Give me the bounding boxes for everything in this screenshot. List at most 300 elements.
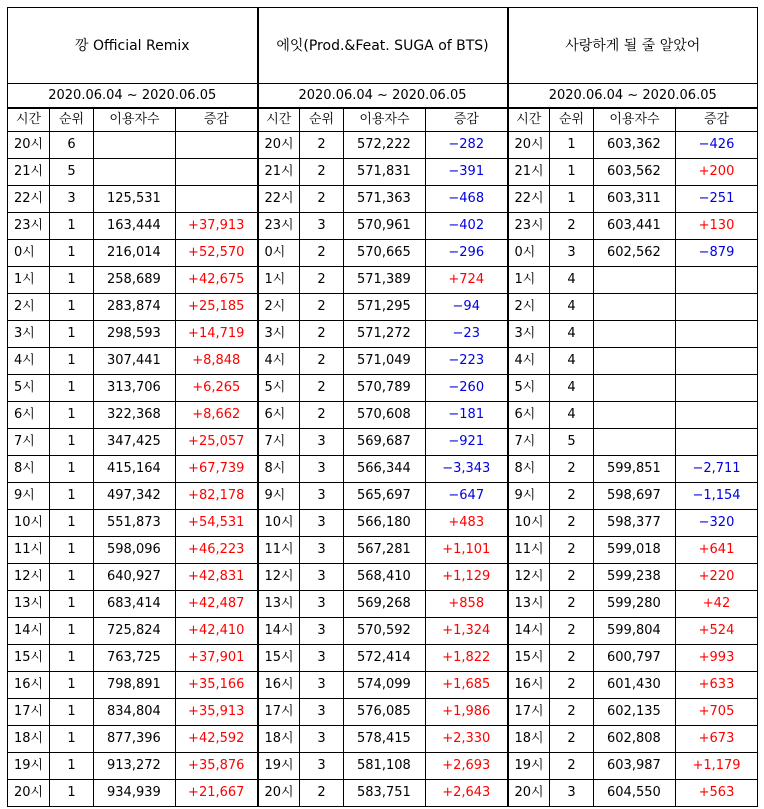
cell-users (594, 294, 676, 321)
cell-change: +37,901 (176, 645, 258, 672)
cell-rank: 2 (550, 483, 594, 510)
cell-users: 599,804 (594, 618, 676, 645)
cell-rank: 2 (550, 753, 594, 780)
header-change: 증감 (676, 108, 758, 132)
cell-change: +42,831 (176, 564, 258, 591)
cell-users (594, 348, 676, 375)
cell-change: +8,848 (176, 348, 258, 375)
cell-time: 20시 (508, 132, 550, 159)
cell-change: +130 (676, 213, 758, 240)
cell-users: 934,939 (94, 780, 176, 807)
cell-time: 4시 (508, 348, 550, 375)
cell-change: +35,876 (176, 753, 258, 780)
cell-time: 11시 (258, 537, 300, 564)
table-row (8, 429, 758, 456)
cell-rank: 3 (300, 726, 344, 753)
header-rank: 순위 (50, 108, 94, 132)
cell-users: 598,377 (594, 510, 676, 537)
cell-time: 9시 (8, 483, 50, 510)
cell-time: 20시 (8, 780, 50, 807)
cell-users: 574,099 (344, 672, 426, 699)
cell-users: 298,593 (94, 321, 176, 348)
cell-users (594, 402, 676, 429)
cell-rank: 2 (300, 159, 344, 186)
cell-change: +35,166 (176, 672, 258, 699)
cell-time: 6시 (258, 402, 300, 429)
cell-time: 2시 (8, 294, 50, 321)
cell-change: +2,643 (426, 780, 508, 807)
cell-change: +1,129 (426, 564, 508, 591)
cell-users: 877,396 (94, 726, 176, 753)
date-range-row (8, 84, 758, 109)
cell-change: +858 (426, 591, 508, 618)
column-header-row (8, 108, 758, 132)
cell-users: 602,808 (594, 726, 676, 753)
cell-users: 570,665 (344, 240, 426, 267)
cell-users (594, 321, 676, 348)
cell-time: 3시 (508, 321, 550, 348)
table-row (8, 267, 758, 294)
table-row (8, 132, 758, 159)
cell-change (676, 375, 758, 402)
cell-users: 603,441 (594, 213, 676, 240)
cell-rank: 3 (50, 186, 94, 213)
table-row (8, 564, 758, 591)
cell-time: 19시 (8, 753, 50, 780)
cell-users (94, 159, 176, 186)
cell-rank: 2 (300, 186, 344, 213)
cell-change: +200 (676, 159, 758, 186)
table-row (8, 753, 758, 780)
cell-change: +21,667 (176, 780, 258, 807)
cell-change: −223 (426, 348, 508, 375)
table-row (8, 294, 758, 321)
header-rank: 순위 (550, 108, 594, 132)
cell-users: 570,789 (344, 375, 426, 402)
cell-users: 581,108 (344, 753, 426, 780)
cell-users: 566,344 (344, 456, 426, 483)
cell-rank: 2 (300, 294, 344, 321)
cell-rank: 1 (550, 159, 594, 186)
cell-change (176, 132, 258, 159)
cell-rank: 3 (550, 240, 594, 267)
table-row (8, 159, 758, 186)
cell-change: +563 (676, 780, 758, 807)
cell-rank: 3 (300, 537, 344, 564)
cell-time: 7시 (258, 429, 300, 456)
cell-users: 565,697 (344, 483, 426, 510)
cell-rank: 4 (550, 375, 594, 402)
song-title: 사랑하게 될 줄 알았어 (508, 8, 758, 84)
cell-time: 21시 (258, 159, 300, 186)
cell-rank: 4 (550, 348, 594, 375)
cell-change: +25,057 (176, 429, 258, 456)
cell-rank: 1 (550, 132, 594, 159)
cell-change: +67,739 (176, 456, 258, 483)
cell-change: −426 (676, 132, 758, 159)
cell-change: +633 (676, 672, 758, 699)
cell-time: 5시 (8, 375, 50, 402)
cell-rank: 3 (300, 618, 344, 645)
header-time: 시간 (8, 108, 50, 132)
cell-users: 570,592 (344, 618, 426, 645)
cell-users: 576,085 (344, 699, 426, 726)
table-row (8, 591, 758, 618)
cell-change: −647 (426, 483, 508, 510)
cell-users: 313,706 (94, 375, 176, 402)
cell-time: 4시 (258, 348, 300, 375)
cell-rank: 3 (550, 780, 594, 807)
cell-rank: 3 (300, 564, 344, 591)
cell-users: 415,164 (94, 456, 176, 483)
cell-change: −2,711 (676, 456, 758, 483)
cell-rank: 1 (50, 699, 94, 726)
cell-rank: 1 (50, 402, 94, 429)
cell-users (594, 375, 676, 402)
cell-time: 9시 (508, 483, 550, 510)
cell-change: +1,986 (426, 699, 508, 726)
cell-time: 16시 (258, 672, 300, 699)
cell-time: 10시 (258, 510, 300, 537)
cell-rank: 1 (50, 672, 94, 699)
table-row (8, 456, 758, 483)
cell-users: 763,725 (94, 645, 176, 672)
cell-time: 13시 (8, 591, 50, 618)
cell-change: −181 (426, 402, 508, 429)
header-users: 이용자수 (94, 108, 176, 132)
cell-users: 283,874 (94, 294, 176, 321)
cell-change: +220 (676, 564, 758, 591)
cell-change: −320 (676, 510, 758, 537)
cell-time: 8시 (258, 456, 300, 483)
header-users: 이용자수 (344, 108, 426, 132)
cell-rank: 2 (550, 672, 594, 699)
cell-rank: 2 (300, 132, 344, 159)
cell-time: 17시 (258, 699, 300, 726)
cell-users: 258,689 (94, 267, 176, 294)
cell-change: +524 (676, 618, 758, 645)
cell-change: +1,685 (426, 672, 508, 699)
cell-users: 602,135 (594, 699, 676, 726)
cell-change: +1,324 (426, 618, 508, 645)
cell-change (176, 186, 258, 213)
cell-users: 571,295 (344, 294, 426, 321)
cell-rank: 1 (50, 564, 94, 591)
cell-users: 603,987 (594, 753, 676, 780)
cell-rank: 5 (50, 159, 94, 186)
cell-users: 322,368 (94, 402, 176, 429)
cell-rank: 1 (50, 375, 94, 402)
cell-users: 163,444 (94, 213, 176, 240)
cell-rank: 1 (50, 294, 94, 321)
cell-rank: 1 (50, 429, 94, 456)
cell-time: 21시 (508, 159, 550, 186)
cell-time: 8시 (508, 456, 550, 483)
cell-rank: 1 (50, 213, 94, 240)
cell-rank: 2 (550, 645, 594, 672)
cell-rank: 1 (50, 456, 94, 483)
cell-rank: 2 (300, 780, 344, 807)
cell-change: −251 (676, 186, 758, 213)
cell-time: 21시 (8, 159, 50, 186)
cell-rank: 1 (50, 618, 94, 645)
table-row (8, 213, 758, 240)
cell-rank: 2 (550, 213, 594, 240)
table-row (8, 699, 758, 726)
cell-rank: 3 (300, 429, 344, 456)
cell-change: −921 (426, 429, 508, 456)
cell-time: 1시 (508, 267, 550, 294)
cell-time: 23시 (508, 213, 550, 240)
header-time: 시간 (258, 108, 300, 132)
cell-users: 598,096 (94, 537, 176, 564)
table-row (8, 726, 758, 753)
cell-change: +483 (426, 510, 508, 537)
cell-time: 19시 (508, 753, 550, 780)
cell-users: 571,831 (344, 159, 426, 186)
header-change: 증감 (176, 108, 258, 132)
cell-users: 572,222 (344, 132, 426, 159)
cell-users: 640,927 (94, 564, 176, 591)
cell-users (94, 132, 176, 159)
cell-rank: 1 (50, 267, 94, 294)
cell-users: 125,531 (94, 186, 176, 213)
table-row (8, 645, 758, 672)
song-title: 에잇(Prod.&Feat. SUGA of BTS) (258, 8, 508, 84)
cell-change (676, 348, 758, 375)
cell-change: +6,265 (176, 375, 258, 402)
cell-rank: 3 (300, 456, 344, 483)
date-range: 2020.06.04 ~ 2020.06.05 (508, 84, 758, 109)
cell-users: 571,049 (344, 348, 426, 375)
cell-time: 14시 (258, 618, 300, 645)
table-row (8, 780, 758, 807)
cell-users: 599,018 (594, 537, 676, 564)
cell-users: 571,272 (344, 321, 426, 348)
cell-rank: 3 (300, 672, 344, 699)
cell-time: 18시 (8, 726, 50, 753)
cell-time: 7시 (8, 429, 50, 456)
cell-users: 497,342 (94, 483, 176, 510)
cell-time: 20시 (258, 132, 300, 159)
cell-rank: 2 (300, 375, 344, 402)
cell-users (594, 429, 676, 456)
cell-rank: 2 (550, 456, 594, 483)
cell-time: 0시 (508, 240, 550, 267)
cell-time: 7시 (508, 429, 550, 456)
cell-time: 16시 (508, 672, 550, 699)
cell-change: −1,154 (676, 483, 758, 510)
cell-users: 567,281 (344, 537, 426, 564)
cell-users: 578,415 (344, 726, 426, 753)
header-rank: 순위 (300, 108, 344, 132)
title-row (8, 8, 758, 84)
cell-change: +42,592 (176, 726, 258, 753)
cell-time: 0시 (258, 240, 300, 267)
cell-change: +993 (676, 645, 758, 672)
cell-rank: 2 (300, 321, 344, 348)
table-row (8, 483, 758, 510)
cell-rank: 2 (550, 510, 594, 537)
cell-users: 598,697 (594, 483, 676, 510)
cell-change: +37,913 (176, 213, 258, 240)
cell-time: 5시 (508, 375, 550, 402)
cell-users: 347,425 (94, 429, 176, 456)
cell-rank: 5 (550, 429, 594, 456)
cell-users: 572,414 (344, 645, 426, 672)
cell-users: 600,797 (594, 645, 676, 672)
cell-time: 3시 (8, 321, 50, 348)
cell-change: +641 (676, 537, 758, 564)
cell-rank: 1 (50, 348, 94, 375)
cell-rank: 1 (50, 510, 94, 537)
cell-rank: 4 (550, 402, 594, 429)
cell-users (594, 267, 676, 294)
cell-rank: 2 (550, 726, 594, 753)
cell-change: +42,410 (176, 618, 258, 645)
cell-change: +82,178 (176, 483, 258, 510)
cell-time: 18시 (258, 726, 300, 753)
cell-users: 683,414 (94, 591, 176, 618)
table-row (8, 375, 758, 402)
cell-time: 18시 (508, 726, 550, 753)
cell-users: 599,238 (594, 564, 676, 591)
cell-time: 11시 (8, 537, 50, 564)
cell-time: 1시 (258, 267, 300, 294)
cell-time: 11시 (508, 537, 550, 564)
cell-rank: 6 (50, 132, 94, 159)
cell-time: 2시 (258, 294, 300, 321)
cell-time: 8시 (8, 456, 50, 483)
cell-change: −260 (426, 375, 508, 402)
cell-change: +705 (676, 699, 758, 726)
cell-users: 216,014 (94, 240, 176, 267)
cell-change (176, 159, 258, 186)
cell-users: 601,430 (594, 672, 676, 699)
hourly-chart-table (7, 7, 758, 807)
cell-change: −879 (676, 240, 758, 267)
cell-rank: 3 (300, 753, 344, 780)
cell-time: 10시 (508, 510, 550, 537)
cell-users: 571,363 (344, 186, 426, 213)
cell-time: 6시 (8, 402, 50, 429)
cell-time: 17시 (508, 699, 550, 726)
cell-time: 16시 (8, 672, 50, 699)
cell-change: −391 (426, 159, 508, 186)
header-time: 시간 (508, 108, 550, 132)
cell-change: +46,223 (176, 537, 258, 564)
cell-rank: 1 (50, 753, 94, 780)
cell-time: 14시 (8, 618, 50, 645)
cell-rank: 1 (50, 645, 94, 672)
cell-rank: 1 (50, 321, 94, 348)
cell-change: −23 (426, 321, 508, 348)
cell-rank: 4 (550, 294, 594, 321)
cell-users: 568,410 (344, 564, 426, 591)
cell-users: 570,608 (344, 402, 426, 429)
cell-rank: 2 (550, 699, 594, 726)
cell-users: 603,562 (594, 159, 676, 186)
cell-rank: 3 (300, 645, 344, 672)
cell-time: 23시 (8, 213, 50, 240)
cell-users: 603,362 (594, 132, 676, 159)
cell-time: 12시 (8, 564, 50, 591)
cell-users: 603,311 (594, 186, 676, 213)
cell-time: 13시 (258, 591, 300, 618)
cell-rank: 2 (550, 537, 594, 564)
cell-change: +1,822 (426, 645, 508, 672)
cell-time: 2시 (508, 294, 550, 321)
cell-users: 551,873 (94, 510, 176, 537)
cell-users: 599,851 (594, 456, 676, 483)
cell-change (676, 321, 758, 348)
cell-time: 15시 (8, 645, 50, 672)
table-row (8, 402, 758, 429)
table-row (8, 186, 758, 213)
cell-time: 5시 (258, 375, 300, 402)
cell-change: −402 (426, 213, 508, 240)
cell-time: 13시 (508, 591, 550, 618)
cell-users: 569,687 (344, 429, 426, 456)
cell-users: 725,824 (94, 618, 176, 645)
cell-time: 6시 (508, 402, 550, 429)
song-title: 깡 Official Remix (8, 8, 258, 84)
table-row (8, 348, 758, 375)
cell-rank: 4 (550, 321, 594, 348)
cell-rank: 2 (300, 267, 344, 294)
cell-change: +42,487 (176, 591, 258, 618)
cell-change: +1,101 (426, 537, 508, 564)
cell-users: 798,891 (94, 672, 176, 699)
cell-change: +54,531 (176, 510, 258, 537)
table-row (8, 240, 758, 267)
cell-rank: 1 (50, 483, 94, 510)
cell-change: −3,343 (426, 456, 508, 483)
cell-time: 9시 (258, 483, 300, 510)
table-row (8, 672, 758, 699)
header-users: 이용자수 (594, 108, 676, 132)
cell-rank: 1 (50, 240, 94, 267)
cell-users: 583,751 (344, 780, 426, 807)
cell-time: 19시 (258, 753, 300, 780)
cell-users: 569,268 (344, 591, 426, 618)
cell-rank: 2 (550, 591, 594, 618)
cell-change: +724 (426, 267, 508, 294)
cell-time: 14시 (508, 618, 550, 645)
date-range: 2020.06.04 ~ 2020.06.05 (8, 84, 258, 109)
cell-change: −282 (426, 132, 508, 159)
cell-time: 22시 (508, 186, 550, 213)
cell-change: +8,662 (176, 402, 258, 429)
cell-change: −296 (426, 240, 508, 267)
cell-change (676, 429, 758, 456)
cell-rank: 2 (300, 348, 344, 375)
cell-change: +52,570 (176, 240, 258, 267)
cell-time: 23시 (258, 213, 300, 240)
cell-change (676, 294, 758, 321)
table-row (8, 618, 758, 645)
cell-change: +14,719 (176, 321, 258, 348)
cell-users: 602,562 (594, 240, 676, 267)
cell-time: 12시 (258, 564, 300, 591)
cell-change: +2,693 (426, 753, 508, 780)
cell-users: 834,804 (94, 699, 176, 726)
cell-change: +42,675 (176, 267, 258, 294)
cell-change: +2,330 (426, 726, 508, 753)
cell-rank: 2 (300, 240, 344, 267)
cell-change: +1,179 (676, 753, 758, 780)
cell-time: 15시 (258, 645, 300, 672)
